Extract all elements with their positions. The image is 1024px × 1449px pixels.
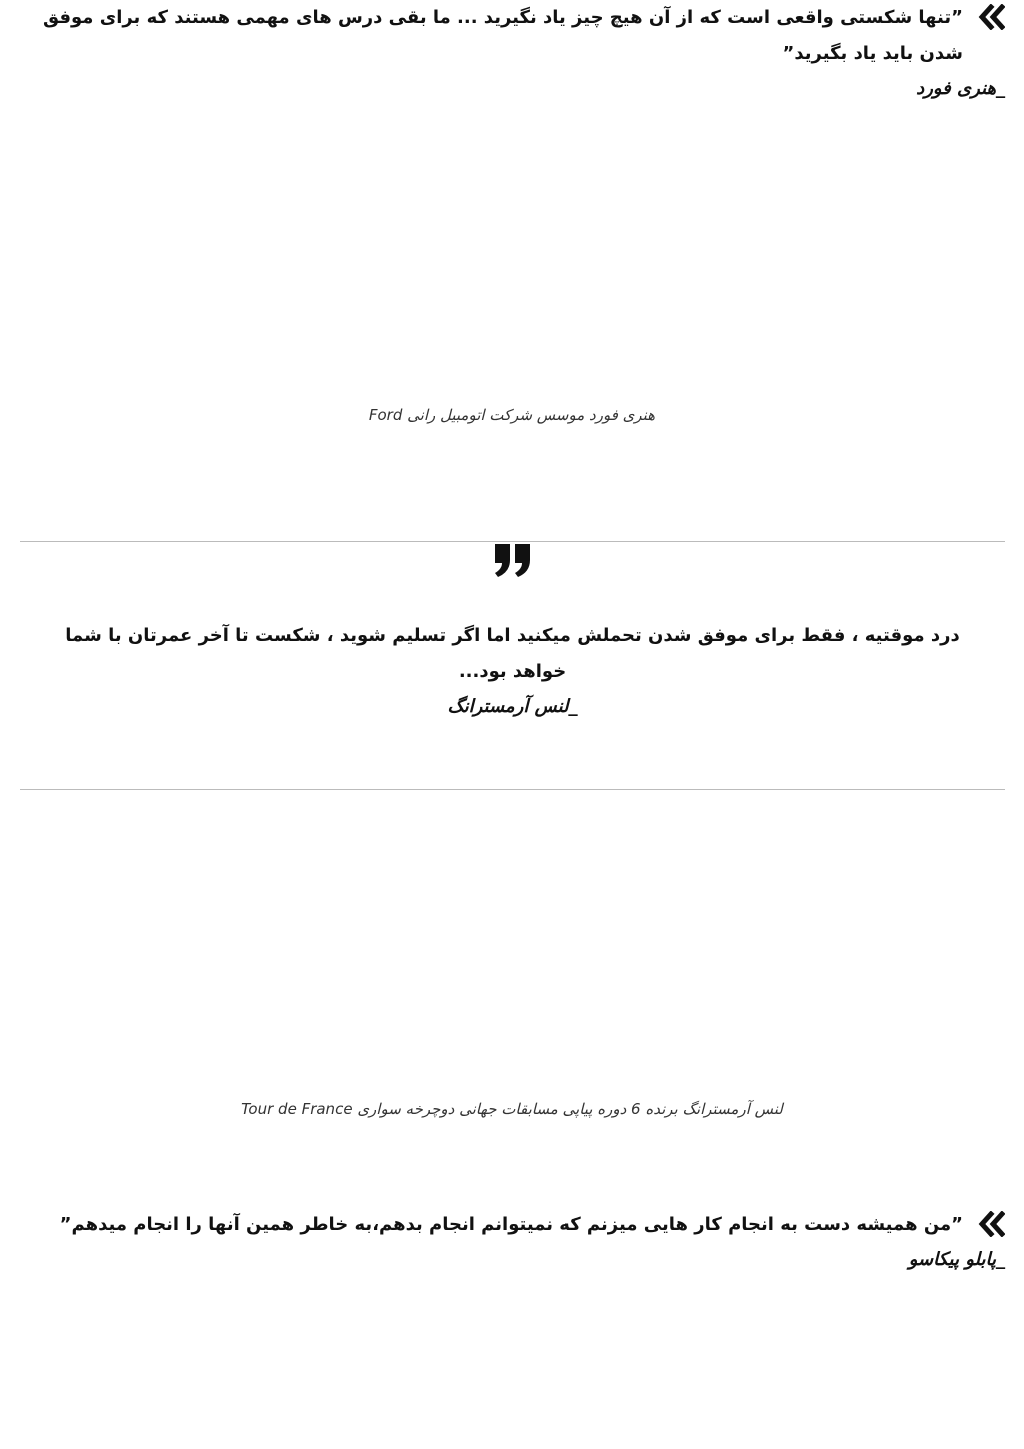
quote-text: ”تنها شکستی واقعی است که از آن هیچ چیز یاد نگیرید ... ما بقی درس های مهمی هستند که برای موفق شدن باید یاد بگیرید”: [42, 7, 963, 64]
image-caption-ford: هنری فورد موسس شرکت اتومبیل رانی Ford: [368, 406, 656, 424]
quote-mark-icon: [493, 544, 533, 578]
quote-text: ”من همیشه دست به انجام کار هایی میزنم که نمیتوانم انجام بدهم،به خاطر همین آنها را انجام میدهم”: [59, 1214, 963, 1235]
image-caption-armstrong: لنس آرمسترانگ برنده 6 دوره پیاپی مسابقات جهانی دوچرخه سواری Tour de France: [241, 1100, 783, 1118]
pullquote-author: _لنس آرمسترانگ: [447, 696, 578, 717]
blockquote-picasso: [20, 1207, 1005, 1277]
double-chevron-icon: [977, 4, 1005, 30]
divider-top: [20, 541, 1005, 542]
pullquote-text: درد موقتیه ، فقط برای موفق شدن تحملش میکنید اما اگر تسلیم شوید ، شکست تا آخر عمرتان با شما خواهد بود...: [65, 625, 960, 682]
quote-author: _پابلو پیکاسو: [908, 1249, 1005, 1270]
pullquote-armstrong: [60, 543, 965, 724]
double-chevron-icon: [977, 1211, 1005, 1237]
blockquote-ford: [20, 0, 1005, 106]
divider-bottom: [20, 789, 1005, 790]
quote-author: _هنری فورد: [916, 78, 1005, 99]
